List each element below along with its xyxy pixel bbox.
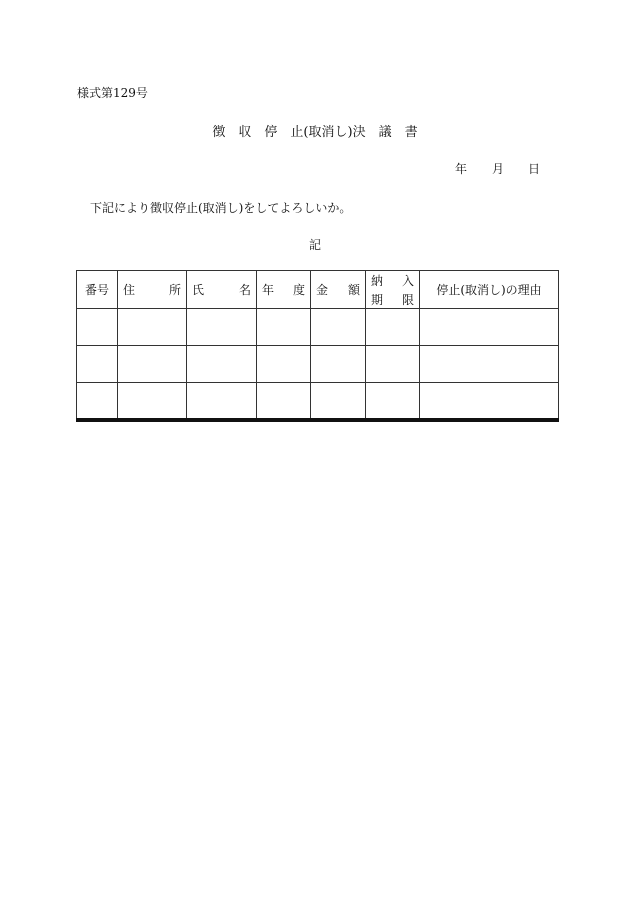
header-due-date: 納 入 期 限 [366,271,420,309]
header-number: 番号 [77,271,118,309]
table-cell [257,309,311,346]
table-cell [257,383,311,420]
table-cell [366,309,420,346]
record-table [76,270,559,422]
table-cell [311,383,366,420]
table-row [77,346,559,383]
table-cell [77,309,118,346]
header-name: 氏 名 [187,271,257,309]
header-address: 住 所 [118,271,187,309]
table-cell [187,383,257,420]
table-cell [420,346,559,383]
table-row [77,309,559,346]
table-cell [77,346,118,383]
form-number: 様式第129号 [77,86,148,100]
table-cell [420,309,559,346]
table-cell [420,383,559,420]
table-cell [118,309,187,346]
intro-text: 下記により徴収停止(取消し)をしてよろしいか。 [90,201,352,215]
table-row [77,383,559,420]
date-day-label: 日 [528,162,541,176]
header-fiscal-year: 年 度 [257,271,311,309]
date-month-label: 月 [492,162,505,176]
table-cell [311,346,366,383]
table-header-row [77,271,559,309]
table-cell [187,309,257,346]
table-cell [118,346,187,383]
table-cell [311,309,366,346]
table-cell [257,346,311,383]
table-cell [366,346,420,383]
ki-heading: 記 [308,238,321,252]
header-amount: 金 額 [311,271,366,309]
table-cell [366,383,420,420]
header-reason: 停止(取消し)の理由 [420,271,559,309]
document-title: 徴 収 停 止(取消し)決 議 書 [212,125,418,140]
table-cell [77,383,118,420]
table-cell [187,346,257,383]
date-year-label: 年 [455,162,468,176]
table-cell [118,383,187,420]
